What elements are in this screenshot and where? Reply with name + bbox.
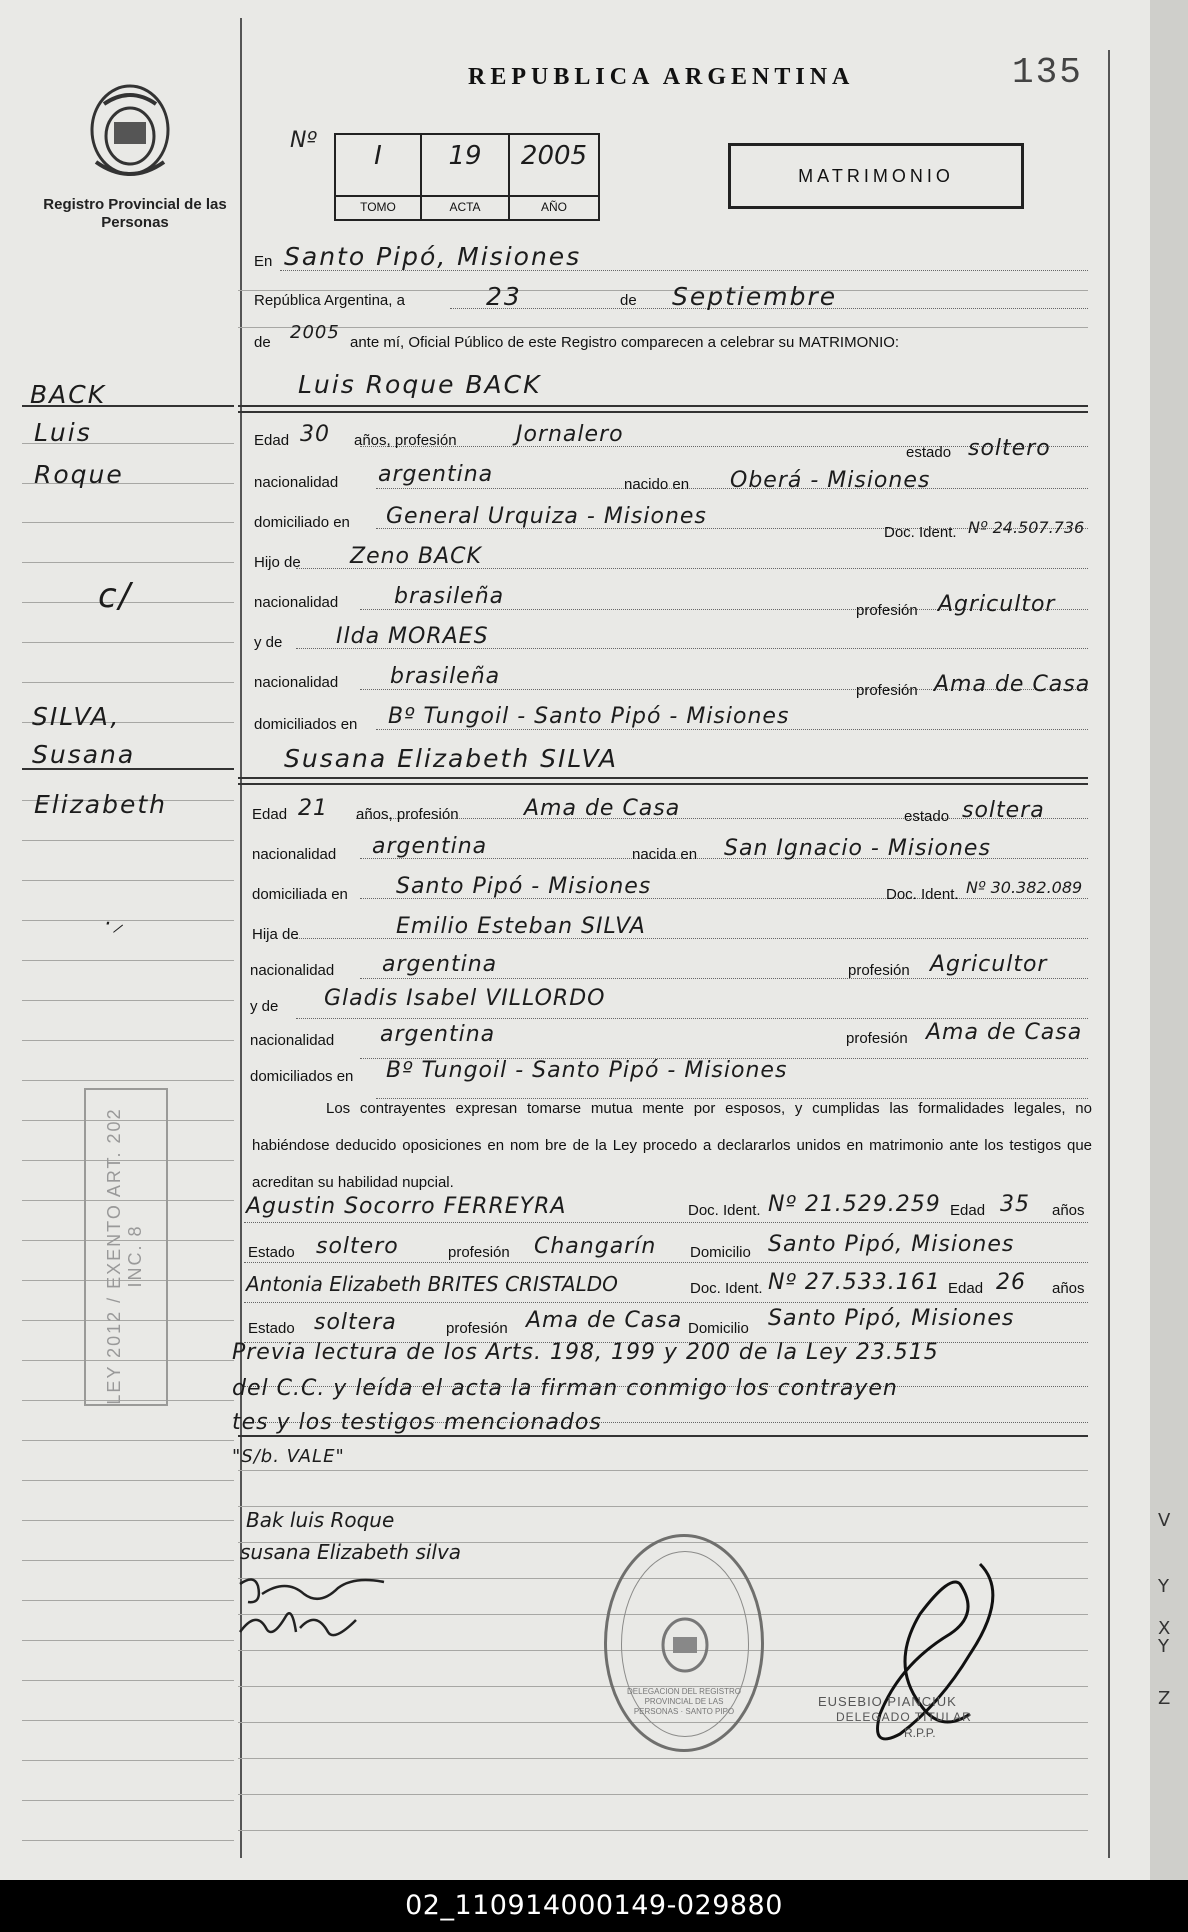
- tomo-cell: [336, 135, 422, 219]
- tomo-value: I: [374, 141, 382, 171]
- margin-rule: [22, 920, 234, 921]
- anio-value: 2005: [520, 141, 588, 171]
- body-rule: [238, 1794, 1088, 1795]
- bride-doc: Nº 30.382.089: [966, 878, 1083, 897]
- edge-mark: X: [1158, 1618, 1171, 1639]
- dotted-line: [244, 1302, 1088, 1303]
- margin-groom-name1: Luis: [34, 418, 92, 447]
- day-value: 23: [486, 282, 522, 311]
- groom-nacido-label: nacido en: [624, 476, 690, 493]
- witness2-profesion: Ama de Casa: [526, 1308, 683, 1333]
- body-rule: [238, 405, 1088, 407]
- edge-mark: V: [1158, 1510, 1171, 1531]
- witness2-anios-label: años: [1052, 1280, 1085, 1297]
- bride-edad: 21: [298, 796, 328, 821]
- dotted-line: [376, 729, 1088, 730]
- dotted-line: [244, 1222, 1088, 1223]
- declaration-text: Los contrayentes expresan tomarse mutua mente por esposos, y cumplidas las formalidades legales, no habiéndose deducido oposiciones en nom bre de la Ley procedo a declararlos unidos en matrimonio ante los testigos que acreditan su habilidad nupcial.: [252, 1100, 1092, 1191]
- closing-line-3: tes y los testigos mencionados: [232, 1410, 602, 1435]
- witness2-domicilio: Santo Pipó, Misiones: [768, 1306, 1015, 1331]
- witness1-estado-label: Estado: [248, 1244, 295, 1261]
- bride-doc-label: Doc. Ident.: [886, 886, 959, 903]
- groom-madre-nac: brasileña: [390, 664, 501, 689]
- margin-rule: [22, 1760, 234, 1761]
- groom-padre-prof-label: profesión: [856, 602, 918, 619]
- de2-label: de: [254, 334, 271, 351]
- bride-domicilio: Santo Pipó - Misiones: [396, 874, 652, 899]
- groom-padre-prof: Agricultor: [938, 592, 1056, 617]
- bride-profesion-label: años, profesión: [356, 806, 459, 823]
- witness2-estado: soltera: [314, 1310, 397, 1335]
- bride-madre: Gladis Isabel VILLORDO: [324, 986, 606, 1011]
- groom-edad: 30: [300, 422, 330, 447]
- act-type-box: MATRIMONIO: [728, 143, 1024, 209]
- groom-edad-label: Edad: [254, 432, 290, 449]
- tomo-label: TOMO: [336, 195, 420, 219]
- margin-rule: [22, 1080, 234, 1081]
- groom-estado: soltero: [968, 436, 1051, 461]
- margin-groom-name2: Roque: [34, 460, 124, 489]
- witness1-doc-label: Doc. Ident.: [688, 1202, 761, 1219]
- body-rule: [238, 1435, 1088, 1437]
- groom-doc-label: Doc. Ident.: [884, 524, 957, 541]
- witness2-edad-label: Edad: [948, 1280, 984, 1297]
- groom-domicilio: General Urquiza - Misiones: [386, 504, 707, 529]
- witness2-name: Antonia Elizabeth BRITES CRISTALDO: [246, 1272, 618, 1296]
- body-rule: [238, 777, 1088, 779]
- bride-hija-label: Hija de: [252, 926, 299, 943]
- margin-rule: [22, 1000, 234, 1001]
- groom-nacionalidad: argentina: [378, 462, 494, 487]
- margin-rule: [22, 1520, 234, 1521]
- witness2-estado-label: Estado: [248, 1320, 295, 1337]
- margin-rule: [22, 960, 234, 961]
- groom-doc: Nº 24.507.736: [968, 518, 1085, 537]
- coat-of-arms-logo: [84, 82, 176, 182]
- signature-groom: Bak luis Roque: [246, 1508, 395, 1532]
- bride-padres-dom-label: domiciliados en: [250, 1068, 354, 1085]
- acta-cell: [422, 135, 510, 219]
- bride-nacida-label: nacida en: [632, 846, 698, 863]
- margin-rule: [22, 1720, 234, 1721]
- groom-profesion-label: años, profesión: [354, 432, 457, 449]
- officer-title: DELEGADO TITULAR: [836, 1710, 972, 1724]
- anio-cell: [510, 135, 598, 219]
- bride-edad-label: Edad: [252, 806, 288, 823]
- groom-madre-prof: Ama de Casa: [934, 672, 1091, 697]
- number-label: Nº: [290, 128, 317, 153]
- bride-profesion: Ama de Casa: [524, 796, 681, 821]
- witness2-doc: Nº 27.533.161: [768, 1270, 941, 1295]
- dotted-line: [360, 978, 1088, 979]
- witness1-prof-label: profesión: [448, 1244, 510, 1261]
- acta-value: 19: [448, 141, 482, 171]
- witness1-domicilio: Santo Pipó, Misiones: [768, 1232, 1015, 1257]
- margin-bride-name1: Susana: [32, 740, 136, 769]
- bride-padre-nac: argentina: [382, 952, 498, 977]
- anio-label: AÑO: [510, 195, 598, 219]
- image-id-text: 02_110914000149-029880: [405, 1890, 783, 1921]
- witness2-dom-label: Domicilio: [688, 1320, 749, 1337]
- registry-office-name: Registro Provincial de las Personas: [43, 196, 227, 231]
- bride-estado-label: estado: [904, 808, 950, 825]
- officer-signature-scribble: [860, 1554, 1020, 1754]
- bride-madre-nac: argentina: [380, 1022, 496, 1047]
- margin-rule: [22, 1560, 234, 1561]
- dotted-line: [244, 1262, 1088, 1263]
- image-id-footer: [0, 1880, 1188, 1932]
- witness1-anios-label: años: [1052, 1202, 1085, 1219]
- margin-rule: [22, 682, 234, 683]
- witness1-edad: 35: [1000, 1192, 1030, 1217]
- witness1-profesion: Changarín: [534, 1234, 657, 1259]
- bride-nacida-en: San Ignacio - Misiones: [724, 836, 991, 861]
- margin-bride-name2: Elizabeth: [34, 790, 168, 819]
- bride-nac-label: nacionalidad: [252, 846, 337, 863]
- groom-yde-label: y de: [254, 634, 283, 651]
- folio-number: 135: [1012, 52, 1083, 93]
- groom-padre-nac-label: nacionalidad: [254, 594, 339, 611]
- margin-groom-surname: BACK: [30, 380, 107, 409]
- officer-org: R.P.P.: [904, 1726, 936, 1740]
- republic-label: República Argentina, a: [254, 292, 405, 309]
- edge-mark: Z: [1158, 1688, 1171, 1709]
- body-rule: [238, 1830, 1088, 1831]
- official-seal: [604, 1534, 764, 1752]
- witness1-edad-label: Edad: [950, 1202, 986, 1219]
- bride-madre-nac-label: nacionalidad: [250, 1032, 335, 1049]
- country-title: REPUBLICA ARGENTINA: [468, 64, 855, 90]
- margin-rule: [22, 1840, 234, 1841]
- appear-text: ante mí, Oficial Público de este Registro comparecen a celebrar su MATRIMONIO:: [350, 334, 900, 351]
- bride-full-name: Susana Elizabeth SILVA: [284, 744, 619, 773]
- signature-bride: susana Elizabeth silva: [240, 1540, 462, 1564]
- bride-padre: Emilio Esteban SILVA: [396, 914, 646, 939]
- de-label: de: [620, 292, 637, 309]
- groom-madre: Ilda MORAES: [336, 624, 489, 649]
- margin-rule: [22, 1040, 234, 1041]
- margin-rule: [22, 562, 234, 563]
- officer-name: EUSEBIO PIANCIUK: [818, 1694, 957, 1709]
- groom-full-name: Luis Roque BACK: [298, 370, 542, 399]
- bride-madre-prof: Ama de Casa: [926, 1020, 1083, 1045]
- groom-madre-nac-label: nacionalidad: [254, 674, 339, 691]
- margin-rule: [22, 1680, 234, 1681]
- margin-rule: [22, 880, 234, 881]
- seal-text: DELEGACION DEL REGISTRO PROVINCIAL DE LAS PERSONAS · SANTO PIPO: [627, 1687, 741, 1716]
- witness2-edad: 26: [996, 1270, 1026, 1295]
- witness1-name: Agustin Socorro FERREYRA: [246, 1194, 567, 1219]
- registration-box: [334, 133, 600, 221]
- bride-yde-label: y de: [250, 998, 279, 1015]
- margin-rule: [22, 1640, 234, 1641]
- margin-bride-surname: SILVA,: [32, 702, 121, 731]
- signature-witness2-scribble: [236, 1602, 366, 1646]
- groom-madre-prof-label: profesión: [856, 682, 918, 699]
- closing-line-1: Previa lectura de los Arts. 198, 199 y 200 de la Ley 23.515: [232, 1340, 939, 1365]
- groom-nac-label: nacionalidad: [254, 474, 339, 491]
- right-border-line: [1108, 50, 1110, 1858]
- month-value: Septiembre: [672, 282, 838, 311]
- witness1-doc: Nº 21.529.259: [768, 1192, 941, 1217]
- groom-hijo-label: Hijo de: [254, 554, 301, 571]
- margin-mark: ·⸝: [104, 912, 124, 937]
- groom-estado-label: estado: [906, 444, 952, 461]
- place-value: Santo Pipó, Misiones: [284, 242, 582, 271]
- body-rule: [238, 411, 1088, 413]
- body-rule: [238, 290, 1088, 291]
- witness1-dom-label: Domicilio: [690, 1244, 751, 1261]
- acta-label: ACTA: [422, 195, 508, 219]
- body-rule: [238, 1506, 1088, 1507]
- exemption-stamp: [84, 1088, 168, 1406]
- bride-nacionalidad: argentina: [372, 834, 488, 859]
- margin-rule: [22, 1600, 234, 1601]
- seal-emblem-icon: [657, 1615, 713, 1675]
- margin-rule: [22, 1800, 234, 1801]
- margin-rule: [22, 840, 234, 841]
- margin-rule: [22, 1440, 234, 1441]
- bride-estado: soltera: [962, 798, 1045, 823]
- witness2-prof-label: profesión: [446, 1320, 508, 1337]
- bride-padres-dom: Bº Tungoil - Santo Pipó - Misiones: [386, 1058, 788, 1083]
- margin-rule: [22, 1480, 234, 1481]
- edge-mark: Y: [1158, 1576, 1169, 1597]
- margin-rule: [22, 522, 234, 523]
- bride-madre-prof-label: profesión: [846, 1030, 908, 1047]
- bride-padre-prof-label: profesión: [848, 962, 910, 979]
- body-rule: [238, 1758, 1088, 1759]
- groom-padres-dom-label: domiciliados en: [254, 716, 358, 733]
- margin-rule: [22, 642, 234, 643]
- bride-dom-label: domiciliada en: [252, 886, 348, 903]
- body-rule: [238, 1470, 1088, 1471]
- year-value: 2005: [290, 322, 340, 343]
- vale-note: "S/b. VALE": [232, 1446, 345, 1467]
- groom-nacido-en: Oberá - Misiones: [730, 468, 931, 493]
- margin-connector: c/: [98, 576, 133, 616]
- witness2-doc-label: Doc. Ident.: [690, 1280, 763, 1297]
- groom-padre-nac: brasileña: [394, 584, 505, 609]
- groom-padres-dom: Bº Tungoil - Santo Pipó - Misiones: [388, 704, 790, 729]
- closing-line-2: del C.C. y leída el acta la firman conmigo los contrayen: [232, 1376, 898, 1401]
- edge-mark: Y: [1158, 1636, 1169, 1657]
- body-rule: [238, 783, 1088, 785]
- groom-padre: Zeno BACK: [350, 544, 482, 569]
- adjacent-page-edge: [1150, 0, 1188, 1880]
- exemption-stamp-text: LEY 2012 / EXENTO ART. 202 INC. 8: [104, 1107, 145, 1405]
- bride-padre-prof: Agricultor: [930, 952, 1048, 977]
- witness1-estado: soltero: [316, 1234, 399, 1259]
- en-label: En: [254, 253, 273, 270]
- groom-dom-label: domiciliado en: [254, 514, 350, 531]
- body-rule: [238, 327, 1088, 328]
- bride-padre-nac-label: nacionalidad: [250, 962, 335, 979]
- groom-profesion: Jornalero: [516, 422, 624, 447]
- dotted-line: [296, 1018, 1088, 1019]
